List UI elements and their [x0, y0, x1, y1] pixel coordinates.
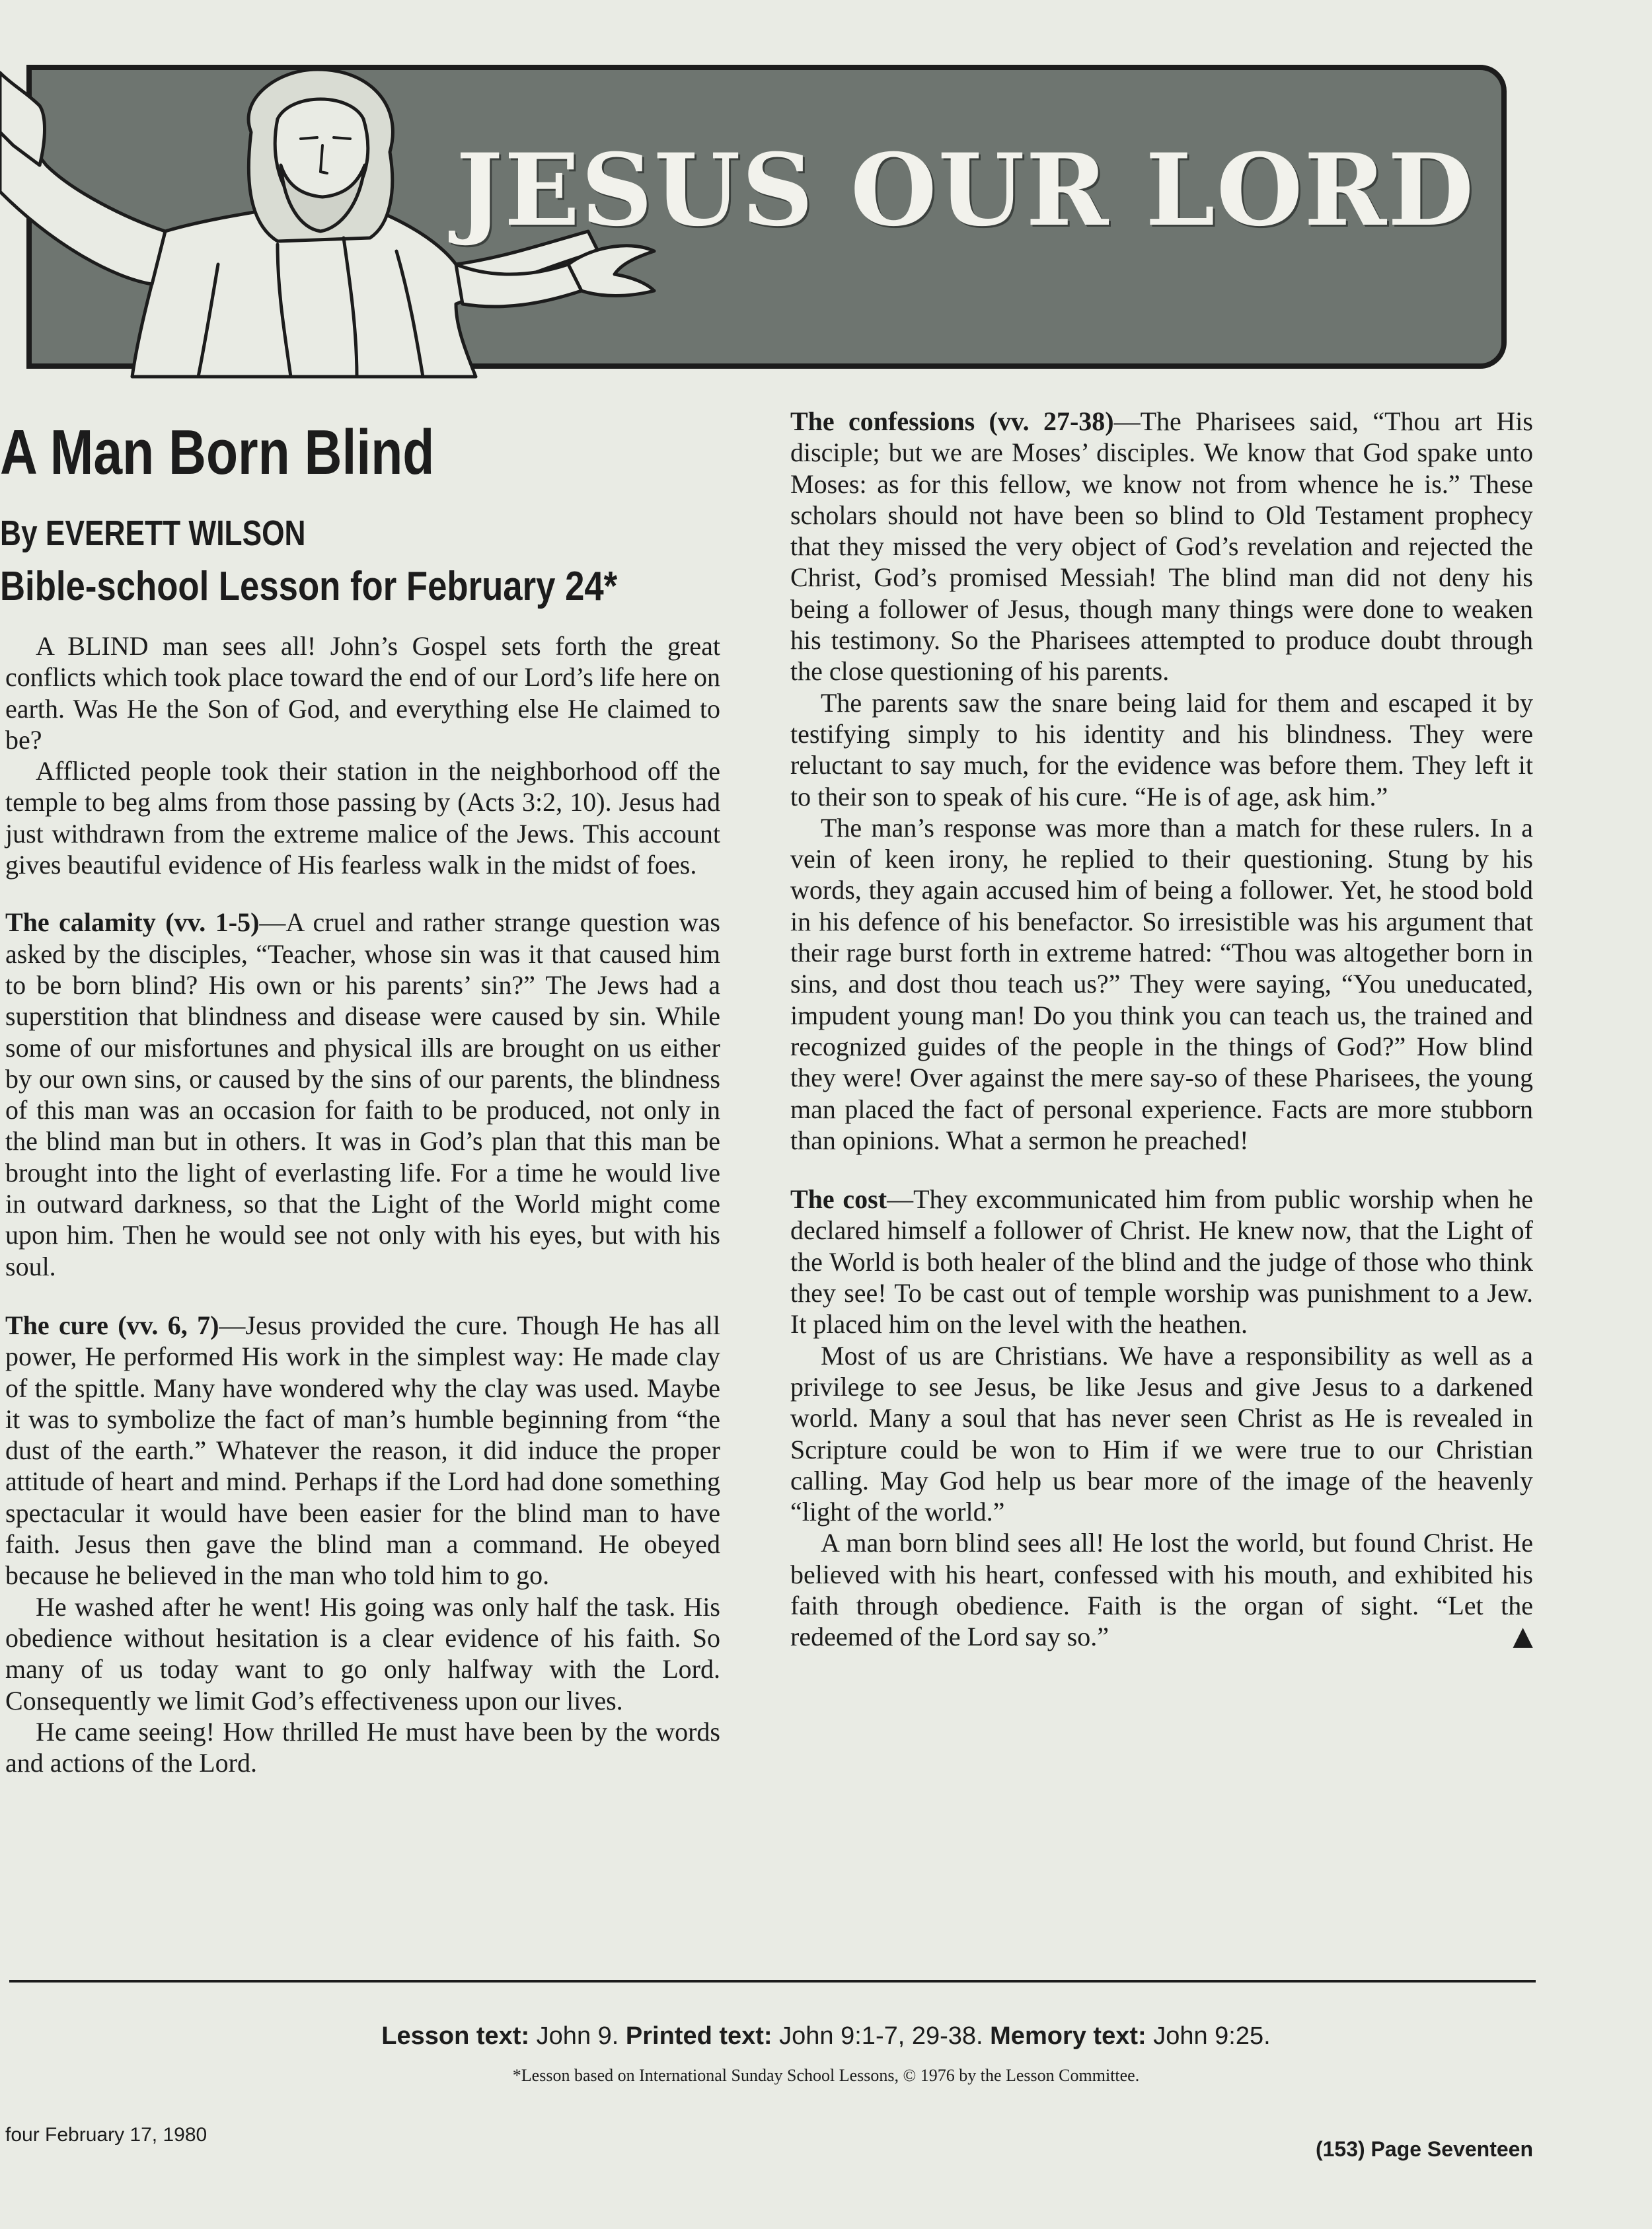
paragraph: He came seeing! How thrilled He must have been by the words and actions of the Lord.	[5, 1716, 720, 1778]
section-heading: The calamity (vv. 1-5)	[5, 907, 260, 938]
paragraph-cure: The cure (vv. 6, 7)—Jesus provided the cure. Though He has all power, He performed His work in the simplest way: He made clay of the spittle. Many have wondered why the clay was used. Maybe it was to symbolize the fact of man’s humble beginning from “the dust of the earth.” Whatever the reason, it did induce the proper attitude of heart and mind. Perhaps if the Lord had done something spectacular it would have been easier for the blind man to have faith. Jesus then gave the blind man a command. He obeyed because he believed in the man who told him to go.	[5, 1310, 720, 1591]
lesson-heading: Bible-school Lesson for February 24*	[0, 564, 618, 609]
end-mark-icon: ▲	[1513, 1621, 1533, 1652]
section-heading: The cure (vv. 6, 7)	[5, 1310, 219, 1340]
paragraph: Most of us are Christians. We have a responsibility as well as a privilege to see Jesus, be like Jesus and give Jesus to a darkened world. Many a soul that has never seen Christ as He is revealed in Scripture could be won to Him if we were true to our Christian calling. May God help us bear more of the image of the heavenly “light of the world.”	[790, 1340, 1533, 1527]
divider-rule	[9, 1980, 1536, 1983]
paragraph: The man’s response was more than a match for these rulers. In a vein of keen irony, he replied to their questioning. Stung by his words, they again accused him of being a follower. Yet, he stood bold in his defence of his benefactor. So irresistible was his argument that their rage burst forth in extreme hatred: “Thou was altogether born in sins, and dost thou teach us?” They were saying, “You uneducated, impudent young man! Do you think you can teach us, the trained and recognized guides of the people in the things of God?” How blind they were! Over against the mere say-so of these Pharisees, the young man placed the fact of personal experience. Facts are more stubborn than opinions. What a sermon he preached!	[790, 812, 1533, 1155]
paragraph: A BLIND man sees all! John’s Gospel sets forth the great conflicts which took place toward the end of our Lord’s life here on earth. Was He the Son of God, and everything else He claimed to be?	[5, 631, 720, 755]
section-heading: The cost	[790, 1184, 887, 1215]
scripture-references: Lesson text: John 9. Printed text: John 9:1-7, 29-38. Memory text: John 9:25.	[381, 2022, 1271, 2050]
article-byline: By EVERETT WILSON	[0, 513, 306, 553]
issue-date: four February 17, 1980	[5, 2124, 207, 2146]
paragraph: He washed after he went! His going was only half the task. His obedience without hesitation is a clear evidence of his faith. So many of us today want to go only halfway with the Lord. Consequently we limit God’s effectiveness upon our lives.	[5, 1591, 720, 1716]
footnote: *Lesson based on International Sunday School Lessons, © 1976 by the Lesson Committee.	[512, 2066, 1140, 2085]
paragraph-cost: The cost—They excommunicated him from public worship when he declared himself a follower of Christ. He knew now, that the Light of the World is both healer of the blind and the judge of those who think they see! To be cast out of temple worship was punishment to a Jew. It placed him on the level with the heathen.	[790, 1184, 1533, 1340]
right-column	[790, 406, 1533, 1653]
section-heading: The confessions (vv. 27-38)	[790, 406, 1114, 436]
paragraph-calamity: The calamity (vv. 1-5)—A cruel and rather strange question was asked by the disciples, “Teacher, whose sin was it that caused him to be born blind? His own or his parents’ sin?” The Jews had a superstition that blindness and disease were caused by sin. While some of our misfortunes and physical ills are brought on us either by our own sins, or caused by the sins of our parents, the blindness of this man was an occasion for faith to be produced, not only in the blind man but in others. It was in God’s plan that this man be brought into the light of everlasting life. For a time he would live in outward darkness, so that the Light of the World might come upon him. Then he would see not only with his eyes, but with his soul.	[5, 907, 720, 1281]
page-number: (153) Page Seventeen	[1315, 2137, 1533, 2161]
paragraph: The parents saw the snare being laid for them and escaped it by testifying simply to his identity and his blindness. They were reluctant to say much, for the evidence was before them. They left it to their son to speak of his cure. “He is of age, ask him.”	[790, 687, 1533, 812]
left-column	[5, 630, 720, 1778]
paragraph: A man born blind sees all! He lost the world, but found Christ. He believed with his heart, confessed with his mouth, and exhibited his faith through obedience. Faith is the organ of sight. “Let the redeemed of the Lord say so.” ▲	[790, 1528, 1533, 1652]
paragraph-confessions: The confessions (vv. 27-38)—The Pharisees said, “Thou art His disciple; but we are Moses’ disciples. We know that God spake unto Moses: as for this fellow, we know not from whence he is.” These scholars should not have been so blind to Old Testament prophecy that they missed the very object of God’s revelation and rejected the Christ, God’s promised Messiah! The blind man did not deny his being a follower of Jesus, though many things were done to weaken his testimony. So the Pharisees attempted to produce doubt through the close questioning of his parents.	[790, 406, 1533, 687]
paragraph: Afflicted people took their station in the neighborhood off the temple to beg alms from those passing by (Acts 3:2, 10). Jesus had just withdrawn from the extreme malice of the Jews. This account gives beautiful evidence of His fearless walk in the midst of foes.	[5, 756, 720, 880]
article-headline: A Man Born Blind	[0, 417, 435, 488]
banner-title: JESUS OUR LORD	[456, 132, 1476, 248]
